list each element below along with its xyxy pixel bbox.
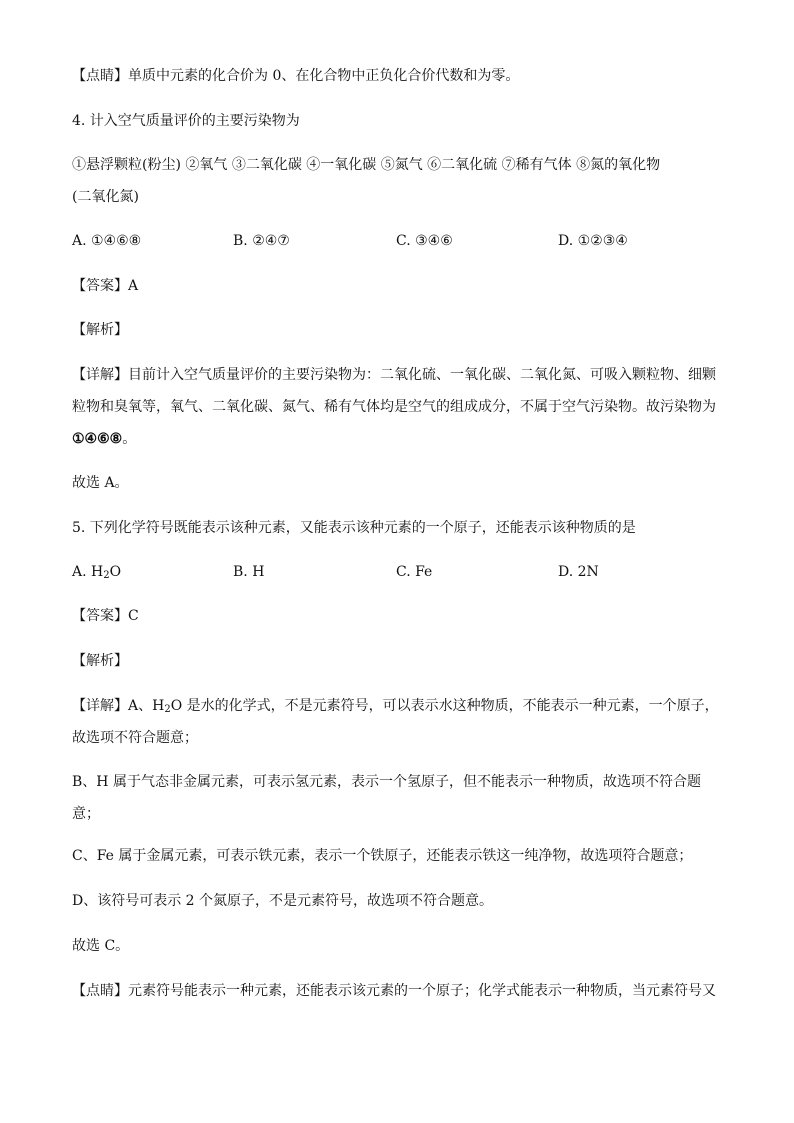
q4-detail-line3 bbox=[72, 429, 136, 449]
q4-conclusion: 故选 A。 bbox=[72, 475, 129, 491]
q4-stem: 4. 计入空气质量评价的主要污染物为 bbox=[72, 113, 300, 129]
answer-tag: 【答案】 bbox=[72, 608, 128, 624]
detail-a-prefix: A、H bbox=[128, 698, 165, 714]
q5-detail-d: D、该符号可表示 2 个氮原子，不是元素符号，故选项不符合题意。 bbox=[72, 893, 494, 909]
q4-option-c: C. ③④⑥ bbox=[396, 233, 453, 249]
detail-text: 目前计入空气质量评价的主要污染物为：二氧化硫、一氧化碳、二氧化氮、可吸入颗粒物、细颗 bbox=[128, 367, 716, 383]
q5-detail-b-line1: B、H 属于气态非金属元素，可表示氢元素，表示一个氢原子，但不能表示一种物质，故选项不符合题 bbox=[72, 774, 701, 790]
answer-value: A bbox=[128, 278, 139, 294]
note-text: 单质中元素的化合价为 0、在化合物中正负化合价代数和为零。 bbox=[128, 68, 520, 84]
q5-answer bbox=[72, 606, 139, 626]
detail-end: 。 bbox=[122, 431, 137, 447]
detail-tag: 【详解】 bbox=[72, 698, 128, 714]
q5-option-b: B. H bbox=[233, 564, 265, 580]
note-tag: 【点睛】 bbox=[72, 68, 128, 84]
q4-items-line1: ①悬浮颗粒(粉尘) ②氧气 ③二氧化碳 ④一氧化碳 ⑤氮气 ⑥二氧化硫 ⑦稀有气体 ⑧氮的氧化物 bbox=[72, 157, 661, 173]
q5-detail-a-line1 bbox=[72, 696, 719, 716]
q3-note bbox=[72, 66, 519, 86]
q4-answer bbox=[72, 276, 138, 296]
note-tag: 【点睛】 bbox=[72, 983, 128, 999]
detail-tag: 【详解】 bbox=[72, 367, 128, 383]
q4-items-line2: (二氧化氮) bbox=[72, 189, 139, 205]
q4-option-b: B. ②④⑦ bbox=[233, 233, 290, 249]
q4-detail-line1 bbox=[72, 365, 716, 385]
q5-detail-a-line2: 故选项不符合题意； bbox=[72, 730, 198, 746]
q5-analysis-tag: 【解析】 bbox=[72, 653, 128, 669]
q4-detail-line2: 粒物和臭氧等，氧气、二氧化碳、氮气、稀有气体均是空气的组成成分，不属于空气污染物。故污染物为 bbox=[72, 399, 716, 415]
q5-option-d: D. 2N bbox=[558, 564, 599, 580]
q5-note bbox=[72, 981, 716, 1001]
detail-a-rest: O 是水的化学式，不是元素符号，可以表示水这种物质，不能表示一种元素，一个原子， bbox=[170, 698, 719, 714]
option-a-text: A. H bbox=[72, 564, 104, 580]
q5-stem: 5. 下列化学符号既能表示该种元素，又能表示该种元素的一个原子，还能表示该种物质的是 bbox=[72, 520, 636, 536]
detail-a-subscript: 2 bbox=[164, 704, 171, 715]
answer-value: C bbox=[128, 608, 139, 624]
q5-option-a bbox=[72, 562, 121, 582]
q5-detail-b-line2: 意； bbox=[72, 806, 100, 822]
option-a-suffix: O bbox=[109, 564, 122, 580]
note-text: 元素符号能表示一种元素，还能表示该元素的一个原子；化学式能表示一种物质，当元素符号又 bbox=[128, 983, 716, 999]
q4-analysis-tag: 【解析】 bbox=[72, 322, 128, 338]
q5-option-c: C. Fe bbox=[396, 564, 433, 580]
q4-option-d: D. ①②③④ bbox=[558, 233, 628, 249]
q5-detail-c: C、Fe 属于金属元素，可表示铁元素，表示一个铁原子，还能表示铁这一纯净物，故选项符合题意； bbox=[72, 848, 693, 864]
answer-tag: 【答案】 bbox=[72, 278, 128, 294]
q4-option-a: A. ①④⑥⑧ bbox=[72, 233, 142, 249]
detail-answer-items: ①④⑥⑧ bbox=[72, 431, 123, 447]
option-a-subscript: 2 bbox=[103, 570, 110, 581]
q5-conclusion: 故选 C。 bbox=[72, 938, 130, 954]
